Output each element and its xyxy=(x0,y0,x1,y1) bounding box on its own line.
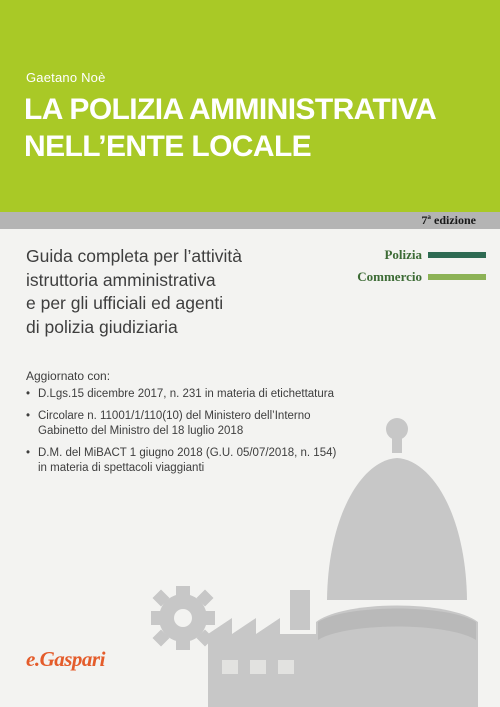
factory-icon xyxy=(208,590,322,707)
publisher-logo: e.Gaspari xyxy=(26,647,105,671)
bullet-icon: • xyxy=(26,388,31,400)
bullet-icon: • xyxy=(26,447,31,459)
series-label-commercio: Commercio xyxy=(357,269,422,284)
subtitle-line-1: Guida completa per l’attività xyxy=(26,246,242,266)
series-label-polizia: Polizia xyxy=(384,247,422,262)
helmet-icon xyxy=(316,418,478,707)
subtitle-line-3: e per gli ufficiali ed agenti xyxy=(26,293,224,313)
edition-label: 7ª edizione xyxy=(421,213,476,227)
update-line: Gabinetto del Ministro del 18 luglio 2018 xyxy=(38,425,244,437)
update-line: D.Lgs.15 dicembre 2017, n. 231 in materia di etichettatura xyxy=(38,388,334,400)
subtitle-line-4: di polizia giudiziaria xyxy=(26,316,178,337)
bullet-icon: • xyxy=(26,410,31,422)
update-line: D.M. del MiBACT 1 giugno 2018 (G.U. 05/07/2018, n. 154) xyxy=(38,447,337,459)
author-name: Gaetano Noè xyxy=(26,70,106,85)
updated-label: Aggiornato con: xyxy=(26,369,111,383)
title-line-1: LA POLIZIA AMMINISTRATIVA xyxy=(24,93,437,126)
subtitle-line-2: istruttoria amministrativa xyxy=(26,269,216,290)
title-line-2: NELL’ENTE LOCALE xyxy=(24,130,312,163)
update-line: in materia di spettacoli viaggianti xyxy=(38,462,205,474)
gear-icon xyxy=(151,586,215,650)
update-line: Circolare n. 11001/1/110(10) del Ministero dell’Interno xyxy=(38,410,311,422)
